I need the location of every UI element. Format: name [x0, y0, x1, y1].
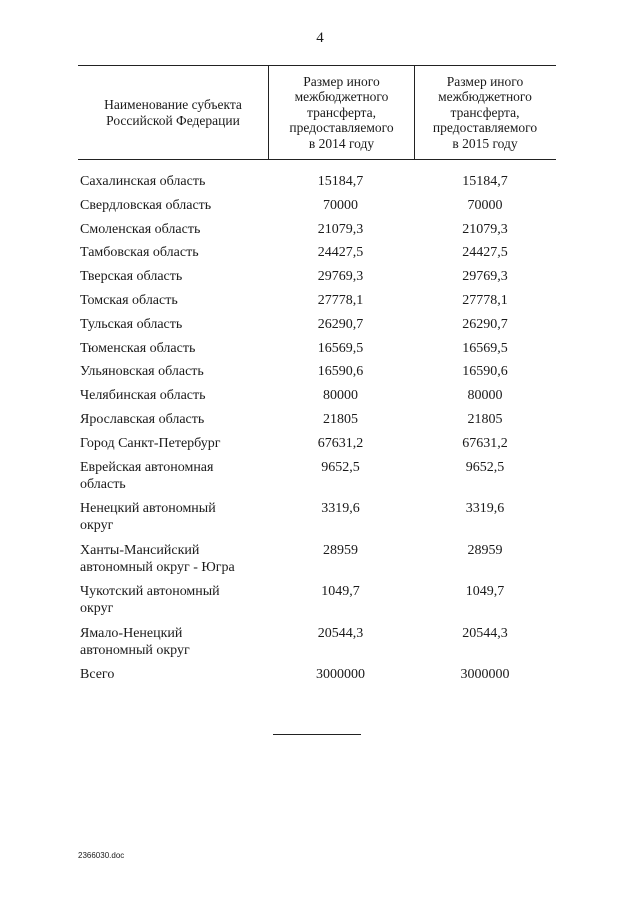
region-name: Смоленская область — [80, 221, 201, 237]
header-transfer-2014: Размер иного межбюджетного трансферта, предоставляемого в 2014 году — [268, 66, 415, 159]
transfer-2014-value: 24427,5 — [317, 245, 364, 261]
region-name: Город Санкт-Петербург — [80, 435, 221, 451]
transfer-2015-value: 67631,2 — [462, 435, 508, 451]
region-name: Ханты-Мансийский автономный округ - Югра — [80, 542, 235, 575]
transfer-2015-value: 20544,3 — [462, 625, 508, 641]
transfer-2015-value: 16590,6 — [462, 364, 508, 380]
transfer-2015-value: 1049,7 — [465, 584, 505, 600]
transfer-2015-value: 29769,3 — [462, 269, 508, 285]
region-name: Сахалинская область — [80, 174, 206, 189]
header-region-name: Наименование субъекта Российской Федерации — [104, 97, 242, 128]
transfer-2015-value: 24427,5 — [462, 245, 508, 261]
end-rule — [273, 734, 361, 735]
transfer-2014-value: 28959 — [323, 542, 358, 558]
region-name: Ульяновская область — [80, 364, 204, 380]
region-name: Свердловская область — [80, 197, 212, 213]
transfer-2015-value: 16569,5 — [462, 340, 508, 356]
transfer-2015-value: 3000000 — [460, 667, 510, 683]
transfer-2014-value: 16569,5 — [317, 340, 364, 356]
transfer-2014-value: 70000 — [323, 197, 358, 213]
transfer-2014-value: 29769,3 — [317, 269, 364, 285]
transfer-2015-value: 15184,7 — [462, 174, 508, 189]
region-name: Ямало-Ненецкий автономный округ — [80, 625, 190, 658]
transfer-2014-value: 16590,6 — [317, 364, 364, 380]
transfer-2014-value: 15184,7 — [317, 174, 364, 189]
region-name: Всего — [80, 667, 115, 683]
transfer-2014-value: 3319,6 — [321, 501, 360, 517]
transfer-2015-value: 21805 — [467, 412, 503, 427]
transfer-2014-value: 9652,5 — [321, 459, 360, 475]
transfer-2014-value: 21079,3 — [317, 221, 364, 237]
transfer-2014-value: 67631,2 — [317, 435, 364, 451]
transfer-2015-value: 70000 — [467, 197, 503, 213]
transfer-2014-value: 26290,7 — [317, 316, 364, 332]
transfer-2015-value: 27778,1 — [462, 293, 508, 308]
transfer-2014-value: 3000000 — [316, 667, 365, 683]
header-transfer-2015: Размер иного межбюджетного трансферта, предоставляемого в 2015 году — [432, 73, 538, 151]
transfer-2014-value: 20544,3 — [317, 625, 364, 641]
region-name: Тамбовская область — [80, 245, 199, 261]
region-name: Тверская область — [80, 269, 183, 285]
transfer-2014-value: 80000 — [323, 388, 358, 404]
region-name: Чукотский автономный округ — [80, 584, 220, 617]
transfer-2015-value: 80000 — [467, 388, 503, 404]
transfer-2014-value: 27778,1 — [317, 293, 364, 308]
transfer-table — [78, 65, 556, 683]
region-name: Еврейская автономная область — [80, 459, 214, 492]
page-number: 4 — [316, 30, 324, 46]
transfer-2014-value: 21805 — [323, 412, 358, 427]
transfer-2015-value: 9652,5 — [465, 459, 505, 475]
table-header — [78, 65, 556, 160]
transfer-2015-value: 28959 — [467, 542, 503, 558]
transfer-2015-value: 21079,3 — [462, 221, 508, 237]
transfer-2014-value: 1049,7 — [321, 584, 360, 600]
region-name: Тюменская область — [80, 340, 196, 356]
transfer-2015-value: 3319,6 — [465, 501, 505, 517]
region-name: Томская область — [80, 293, 178, 308]
region-name: Ненецкий автономный округ — [80, 501, 216, 534]
region-name: Ярославская область — [80, 412, 205, 427]
document-code: 2366030.doc — [78, 851, 125, 860]
region-name: Челябинская область — [80, 388, 206, 404]
region-name: Тульская область — [80, 316, 183, 332]
transfer-2015-value: 26290,7 — [462, 316, 508, 332]
